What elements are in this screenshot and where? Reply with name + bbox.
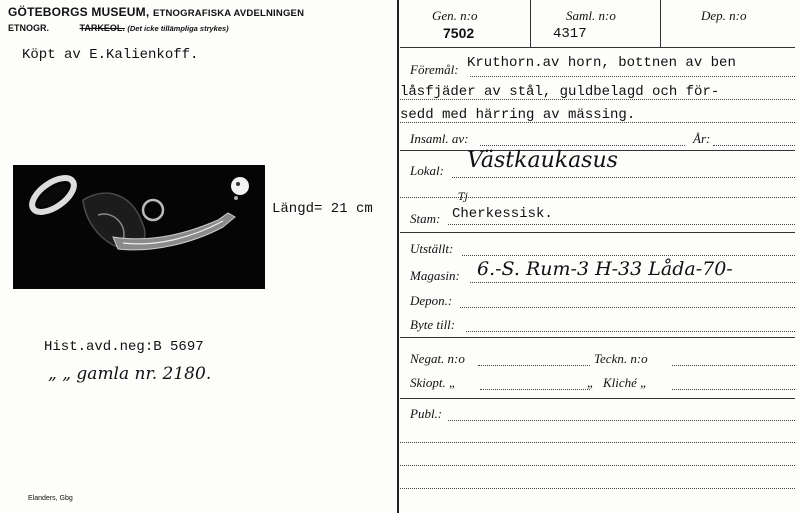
dotted-line [462,255,795,256]
stam-label: Stam: [410,211,441,226]
dotted-line [478,365,590,366]
publ-label: Publ.: [410,406,443,421]
foremal-line1: Kruthorn.av horn, bottnen av ben [467,55,736,71]
dotted-line [713,145,795,146]
depon-label: Depon.: [410,293,453,308]
dotted-line [470,282,795,283]
section-rule [400,232,795,233]
negative-number-note: Hist.avd.neg:B 5697 [44,339,204,355]
etnogr-label: ETNOGR. [8,23,50,33]
printer-mark: Elanders, Gbg [28,495,73,502]
lokal-label: Lokal: [410,163,444,178]
ar-label: År: [693,131,711,146]
lokal-value: Västkaukasus [467,148,618,173]
department-name: ETNOGRAFISKA AVDELNINGEN [152,8,305,19]
arkeol-label: TARKEOL. [79,23,125,33]
skiopt-label: Skiopt. „ [410,375,457,390]
dotted-line [672,365,795,366]
dotted-line [466,331,795,332]
dotted-line [672,389,795,390]
purchase-note: Köpt av E.Kalienkoff. [22,47,199,63]
teckn-label: Teckn. n:o [594,351,648,366]
museum-name: GÖTEBORGS MUSEUM, [8,5,150,19]
foremal-line2: låsfjäder av stål, guldbelagd och för- [400,84,720,100]
utstallt-label: Utställt: [410,241,454,256]
magasin-label: Magasin: [410,268,460,283]
dep-number-label: Dep. n:o [701,8,747,23]
section-rule [400,398,795,399]
dotted-line [452,177,795,178]
gen-number-value: 7502 [443,25,475,41]
negat-label: Negat. n:o [410,351,465,366]
dotted-line [400,488,795,489]
magasin-value: 6.-S. Rum-3 H-33 Låda-70- [477,258,733,280]
card-divider [397,0,399,513]
old-number-note: „ „ gamla nr. 2180. [48,364,212,384]
dotted-line [448,224,795,225]
column-separator [530,0,531,47]
powder-horn-image [13,165,265,289]
dotted-line [400,122,795,123]
stam-value: Cherkessisk. [452,206,553,222]
length-note: Längd= 21 cm [272,201,373,217]
dotted-line [470,76,795,77]
foremal-line3: sedd med härring av mässing. [400,107,636,123]
dotted-line [448,420,795,421]
dotted-line [460,307,795,308]
dotted-line [400,465,795,466]
dotted-line [400,442,795,443]
header-rule [400,47,795,48]
insaml-label: Insaml. av: [410,131,469,146]
dotted-line [480,389,590,390]
stam-mark: Tj [458,192,468,203]
saml-number-label: Saml. n:o [566,8,616,23]
object-photo [13,165,265,289]
strike-note: (Det icke tillämpliga strykes) [127,24,229,33]
column-separator [660,0,661,47]
dotted-line [400,99,795,100]
saml-number-value: 4317 [553,26,587,42]
skiopt-marks: „ [587,375,595,390]
byte-label: Byte till: [410,317,456,332]
foremal-label: Föremål: [410,62,459,77]
dotted-line [480,145,685,146]
kliche-label: Kliché „ [603,375,648,390]
gen-number-label: Gen. n:o [432,8,478,23]
header-subline [8,23,229,33]
section-rule [400,337,795,338]
museum-header [8,5,304,19]
